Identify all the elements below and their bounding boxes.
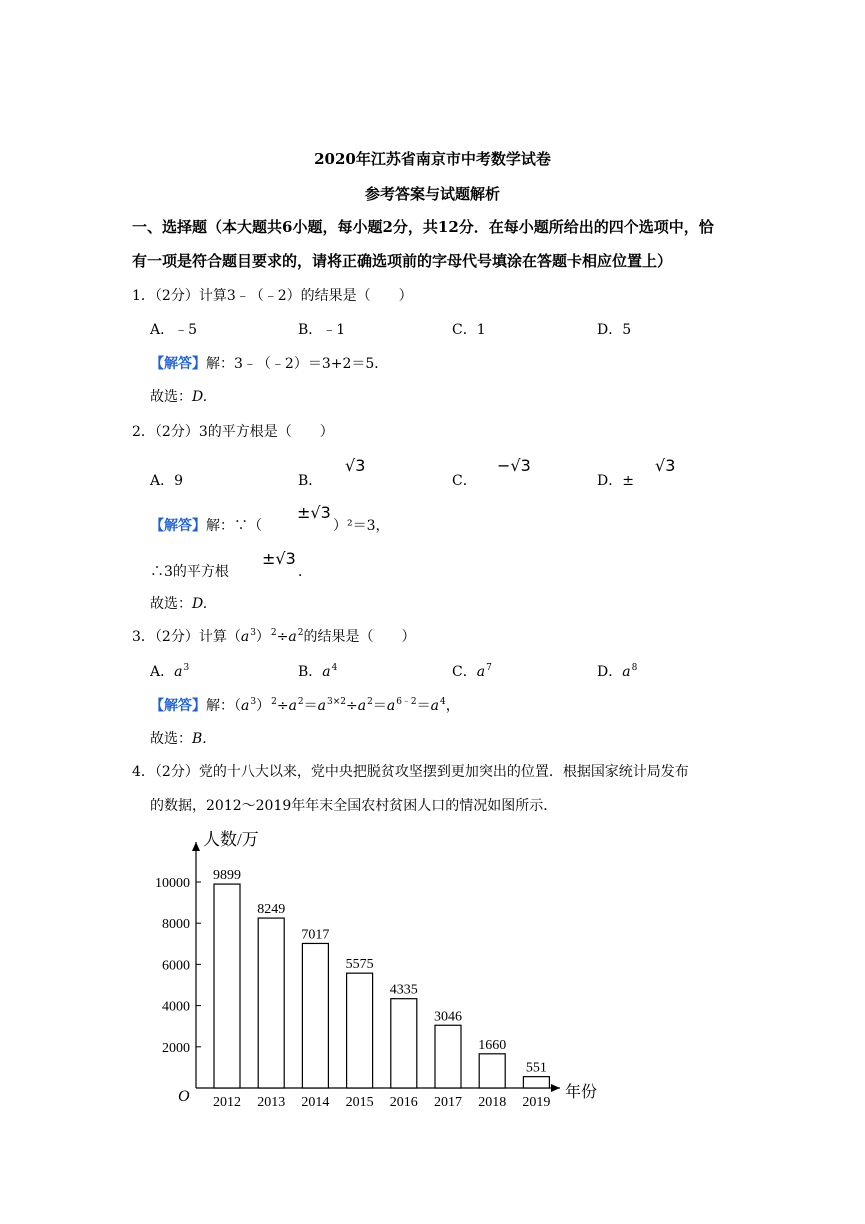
- q2-choice: [150, 593, 207, 613]
- bar: [435, 1025, 461, 1088]
- q1-option-d: D．5: [597, 322, 632, 338]
- q2-answer-post: ）²＝3，: [333, 518, 390, 534]
- page-title: 2020年江苏省南京市中考数学试卷: [314, 150, 551, 168]
- q3-exp-2b: 2: [297, 628, 304, 638]
- y-axis-label: 人数/万: [203, 830, 259, 849]
- q2-option-b: B．: [298, 473, 323, 489]
- y-axis-arrow: [192, 842, 200, 851]
- q1-option-b: B．﹣1: [298, 322, 346, 338]
- q2-option-a: A．9: [150, 473, 184, 489]
- x-tick-label: 2013: [257, 1095, 286, 1110]
- q3-exp-2: 2: [270, 628, 277, 638]
- q3-option-c: C．$a^7$: [452, 663, 492, 680]
- q3-stem-pre: 3．（2分）计算（: [132, 629, 241, 645]
- x-axis-arrow: [551, 1084, 560, 1092]
- q3-option-a: A．$a^3$: [150, 663, 190, 680]
- q1-answer-tag: 【解答】: [150, 356, 206, 372]
- bar-value-label: 1660: [478, 1037, 507, 1053]
- q1-answer: [150, 353, 388, 373]
- bar: [214, 884, 240, 1088]
- q3-option-b: B．$a^4$: [298, 663, 338, 680]
- q2-answer-pre: 解：∵（: [206, 518, 262, 534]
- bar: [258, 918, 284, 1088]
- bar: [302, 943, 328, 1088]
- y-tick-label: 6000: [162, 958, 190, 974]
- q1-choice-value: D.: [192, 389, 208, 405]
- q3-var: a: [240, 629, 250, 645]
- bar-value-label: 551: [525, 1060, 547, 1076]
- y-tick-label: 10000: [155, 876, 190, 891]
- x-axis-label: 年份: [565, 1084, 598, 1101]
- q2-conclusion-post: ．: [298, 564, 312, 580]
- q1-stem: 1．（2分）计算3﹣（﹣2）的结果是（ ）: [132, 288, 413, 304]
- x-tick-label: 2016: [389, 1095, 418, 1110]
- q3-stem: 3．（2分）计算$(a^3)^2\div a^2$的结果是（ ）: [132, 628, 416, 645]
- y-tick-label: 4000: [162, 999, 190, 1015]
- q3-answer: 【解答】解：$(a^3)^2\div a^2=a^{3\times 2}\div a^2=a^{6﹣2}=a^4$，: [150, 697, 460, 714]
- origin-label: O: [178, 1088, 190, 1105]
- bar-value-label: 5575: [345, 957, 374, 973]
- x-tick-label: 2019: [522, 1095, 551, 1110]
- bar: [523, 1077, 549, 1088]
- x-tick-label: 2014: [301, 1095, 330, 1110]
- q1-answer-text: 解：3﹣（﹣2）＝3+2＝5．: [206, 356, 389, 372]
- q2-option-c: C．: [452, 473, 477, 489]
- bar-value-label: 3046: [434, 1009, 462, 1025]
- q2-option-d: D．±: [597, 473, 634, 489]
- q2-choice-value: D.: [192, 596, 208, 612]
- q3-answer-tag: 【解答】: [150, 698, 206, 714]
- q1-option-a: A．﹣5: [150, 322, 198, 338]
- x-tick-label: 2012: [213, 1095, 241, 1110]
- q2-conclusion-pre: ∴3的平方根: [150, 564, 229, 580]
- q2-conclusion-math: ±√3: [262, 549, 296, 568]
- bar: [347, 973, 373, 1088]
- q3-choice: [150, 728, 207, 748]
- x-tick-label: 2017: [434, 1095, 462, 1110]
- bar-value-label: 8249: [257, 902, 286, 918]
- q2-option-d-math: √3: [655, 456, 676, 475]
- bar-value-label: 4335: [389, 982, 418, 998]
- q3-exp-3: 3: [250, 628, 256, 638]
- q2-answer: [150, 515, 262, 535]
- q2-answer-math: ±√3: [297, 503, 331, 522]
- q1-choice: [150, 386, 207, 406]
- q2-option-c-math: −√3: [497, 456, 531, 475]
- q2-option-b-math: √3: [345, 456, 366, 475]
- q2-answer-tag: 【解答】: [150, 518, 206, 534]
- bar: [479, 1054, 505, 1088]
- q4-stem-line2: 的数据，2012～2019年年末全国农村贫困人口的情况如图所示．: [150, 798, 558, 814]
- q2-stem: 2．（2分）3的平方根是（ ）: [132, 424, 334, 440]
- section-heading-line1: 一、选择题（本大题共6小题，每小题2分，共12分．在每小题所给出的四个选项中，恰: [132, 218, 714, 236]
- page-subtitle: 参考答案与试题解析: [364, 185, 500, 203]
- q2-choice-label: 故选：: [150, 596, 192, 612]
- section-heading-line2: 有一项是符合题目要求的，请将正确选项前的字母代号填涂在答题卡相应位置上）: [132, 252, 673, 270]
- q4-stem-line1: 4．（2分）党的十八大以来，党中央把脱贫攻坚摆到更加突出的位置．根据国家统计局发布: [132, 764, 689, 780]
- y-tick-label: 8000: [162, 917, 190, 933]
- x-tick-label: 2015: [345, 1095, 374, 1110]
- q3-var-2: a: [288, 629, 297, 645]
- poverty-bar-chart: [140, 820, 610, 1120]
- q3-option-d: D．$a^8$: [597, 663, 638, 680]
- bar-value-label: 9899: [213, 868, 241, 884]
- y-tick-label: 2000: [162, 1040, 190, 1056]
- bar: [391, 999, 417, 1088]
- q3-stem-post: 的结果是（ ）: [303, 629, 416, 645]
- x-tick-label: 2018: [478, 1095, 507, 1110]
- q3-choice-value: B.: [192, 731, 207, 747]
- q3-choice-label: 故选：: [150, 731, 192, 747]
- bar-value-label: 7017: [301, 927, 330, 943]
- q1-choice-label: 故选：: [150, 389, 192, 405]
- q1-option-c: C．1: [452, 322, 486, 338]
